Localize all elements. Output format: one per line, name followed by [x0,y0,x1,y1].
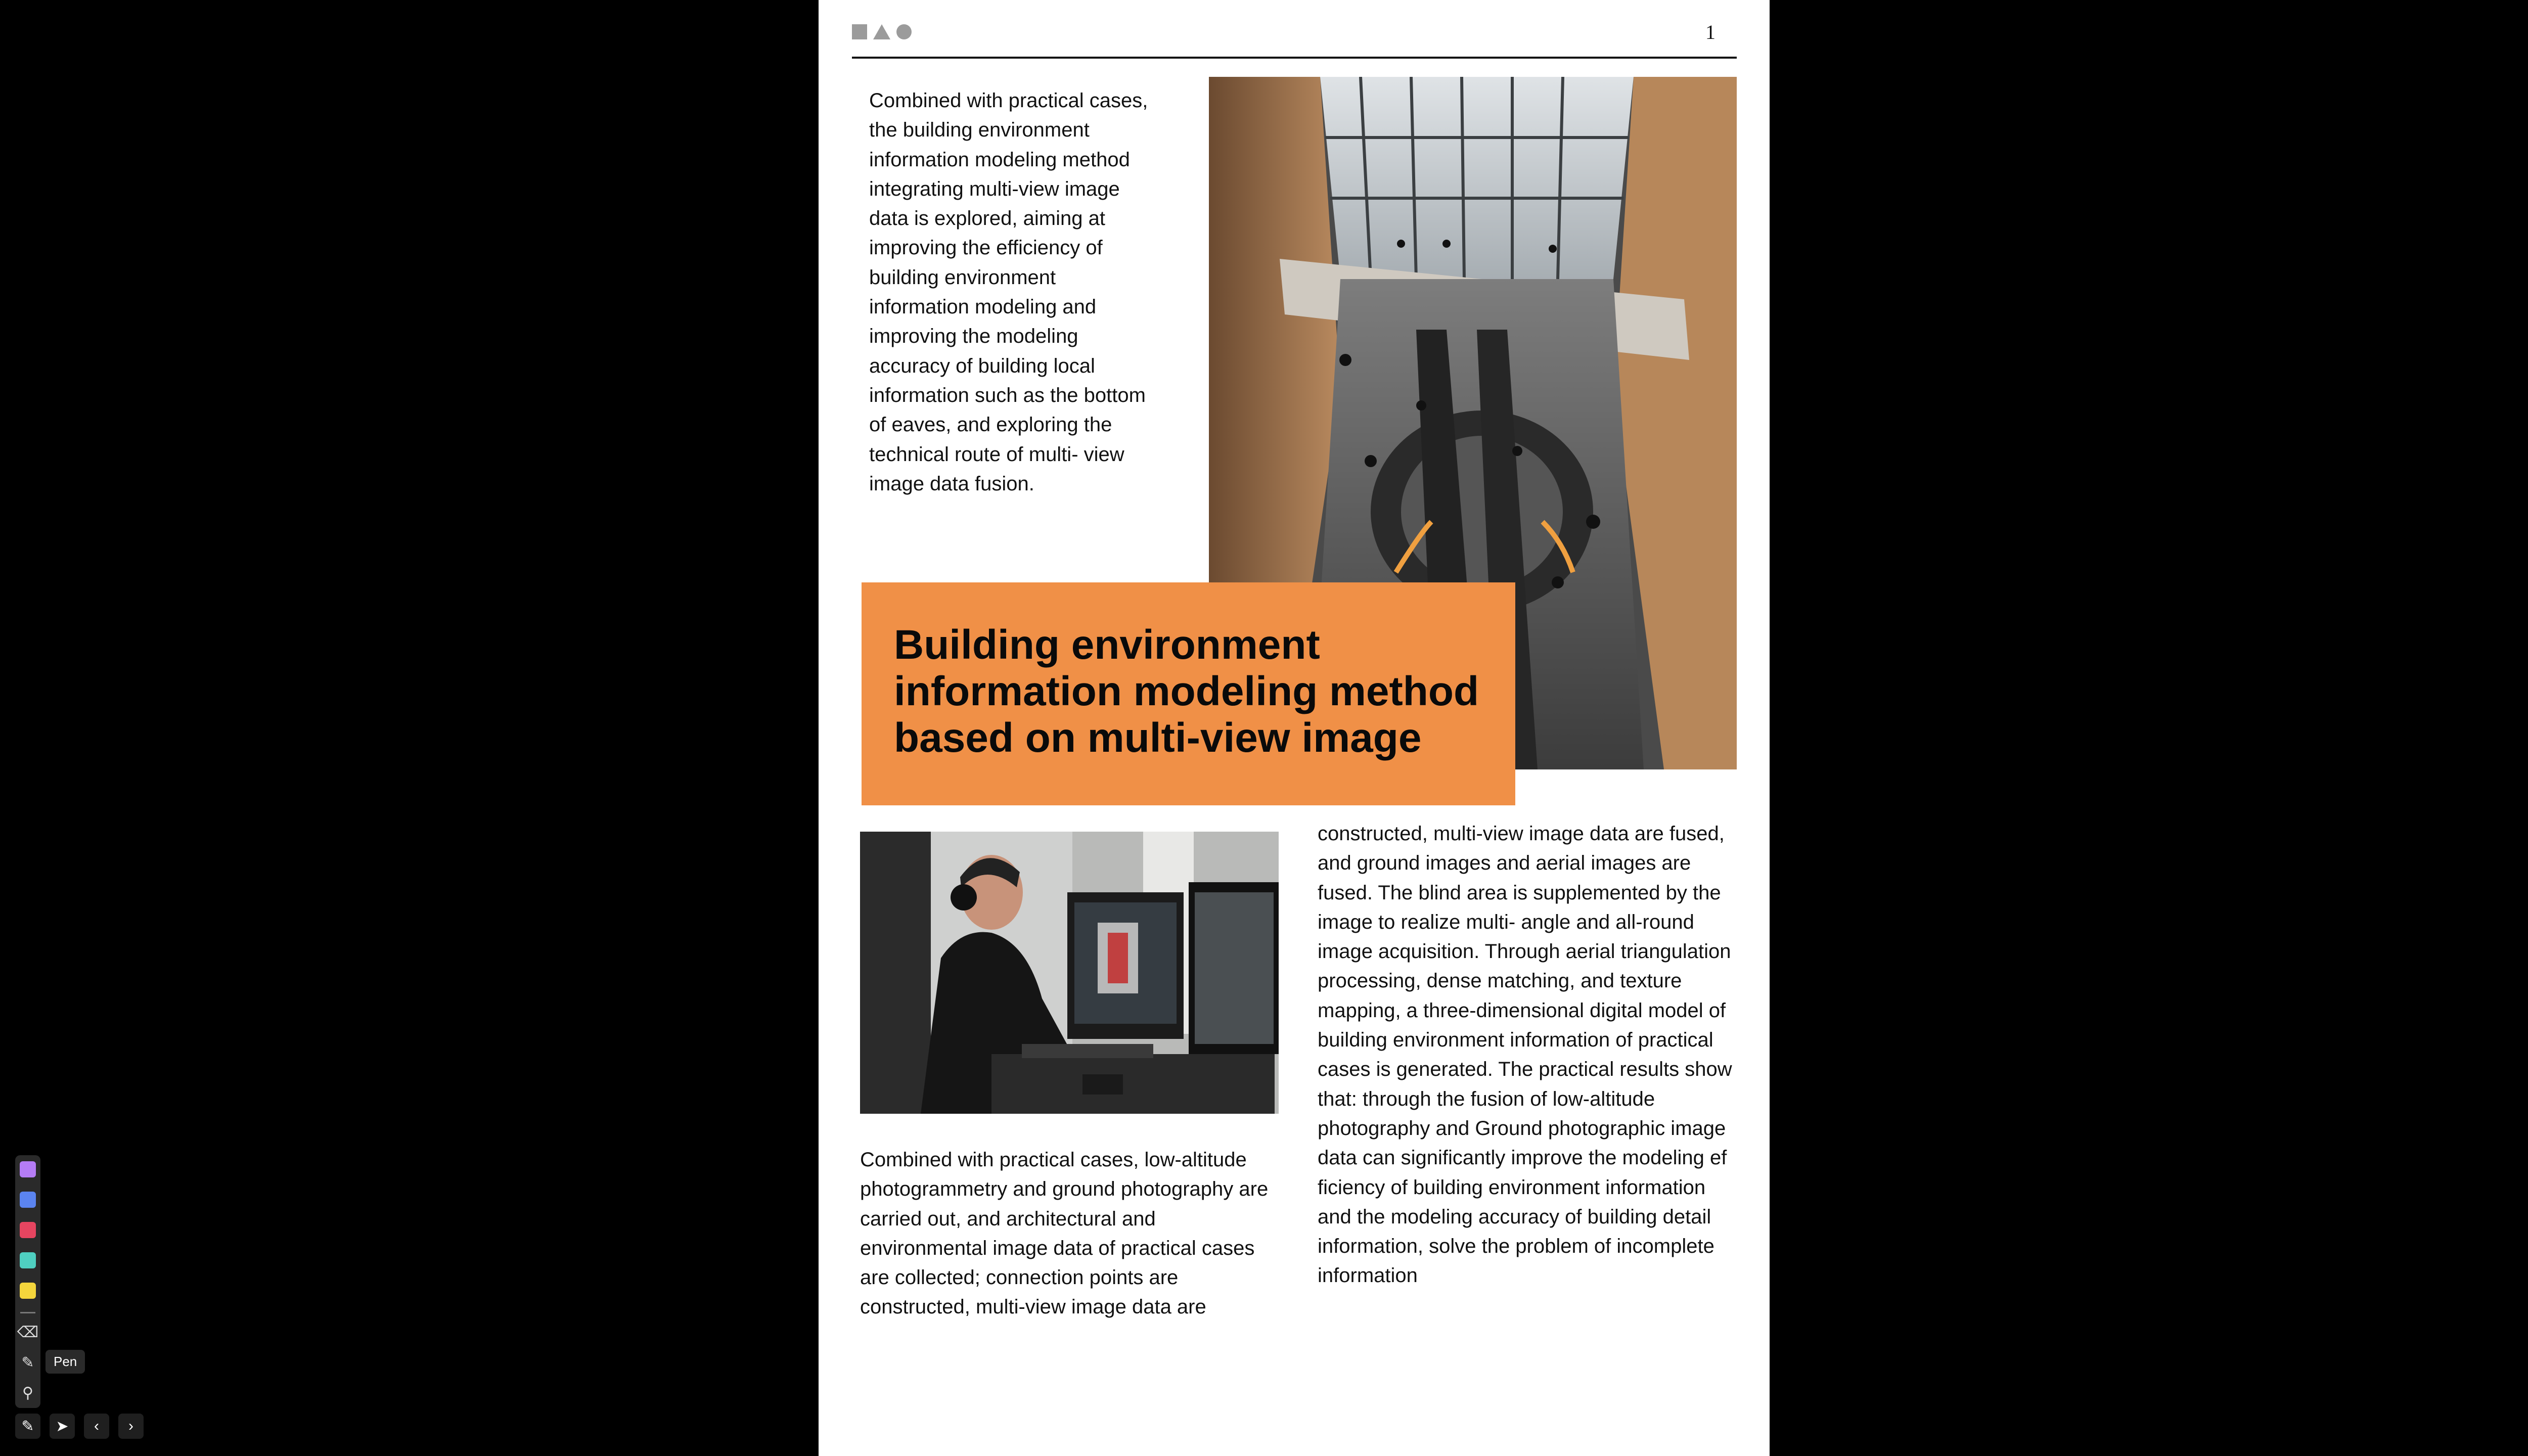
color-swatch-purple[interactable] [20,1161,36,1177]
page-number: 1 [1705,21,1716,43]
toolbar-divider [20,1312,35,1313]
annotation-toolbar [15,1155,40,1408]
color-swatch-red[interactable] [20,1222,36,1238]
eraser-icon[interactable]: ⌫ [17,1324,39,1341]
circle-icon [896,24,912,39]
brand-logo [852,24,912,39]
eyedropper-icon[interactable]: ⚲ [22,1384,33,1401]
document-page [819,0,1770,1456]
workstation-photo [860,832,1279,1114]
triangle-icon [873,24,890,39]
page-header [852,20,1737,59]
body-paragraph-right: constructed, multi-view image data are fused, and ground images and aerial images are fused. The blind area is supplemented by the image to realize multi- angle and all-round image acquisition. Through aerial triangulation processing, dense matching, and texture mapping, a three-dimensional digital model of building environment information of practical cases is generated. The practical results show that: through the fusion of low-altitude photography and Ground photographic image data can significantly improve the modeling ef ficiency of building environment information and the modeling accuracy of building detail information, solve the problem of incomplete information [1318,823,1732,1287]
chevron-right-icon[interactable]: › [118,1414,144,1439]
square-icon [852,24,867,39]
article-title: Building environment information modeling method based on multi-view image [894,622,1479,761]
color-swatch-yellow[interactable] [20,1283,36,1299]
body-paragraph-left: Combined with practical cases, low-altitude photogrammetry and ground photography are carried out, and architectural and environmental image data of practical cases are collected; connection points are constructed, multi-view image data are [860,1149,1269,1318]
tool-tooltip: Pen [46,1350,85,1374]
intro-paragraph: Combined with practical cases, the building environment information modeling method integrating multi-view image data is explored, aiming at improving the efficiency of building environment information modeling and improving the modeling accuracy of building local information such as the bottom of eaves, and exploring the technical route of multi- view image data fusion. [869,89,1148,495]
title-banner [862,582,1515,805]
color-swatch-blue[interactable] [20,1192,36,1208]
pen-icon[interactable]: ✎ [21,1354,34,1371]
pen-tool-icon[interactable]: ✎ [15,1414,40,1439]
pointer-icon[interactable]: ➤ [50,1414,75,1439]
color-swatch-teal[interactable] [20,1252,36,1268]
chevron-left-icon[interactable]: ‹ [84,1414,109,1439]
